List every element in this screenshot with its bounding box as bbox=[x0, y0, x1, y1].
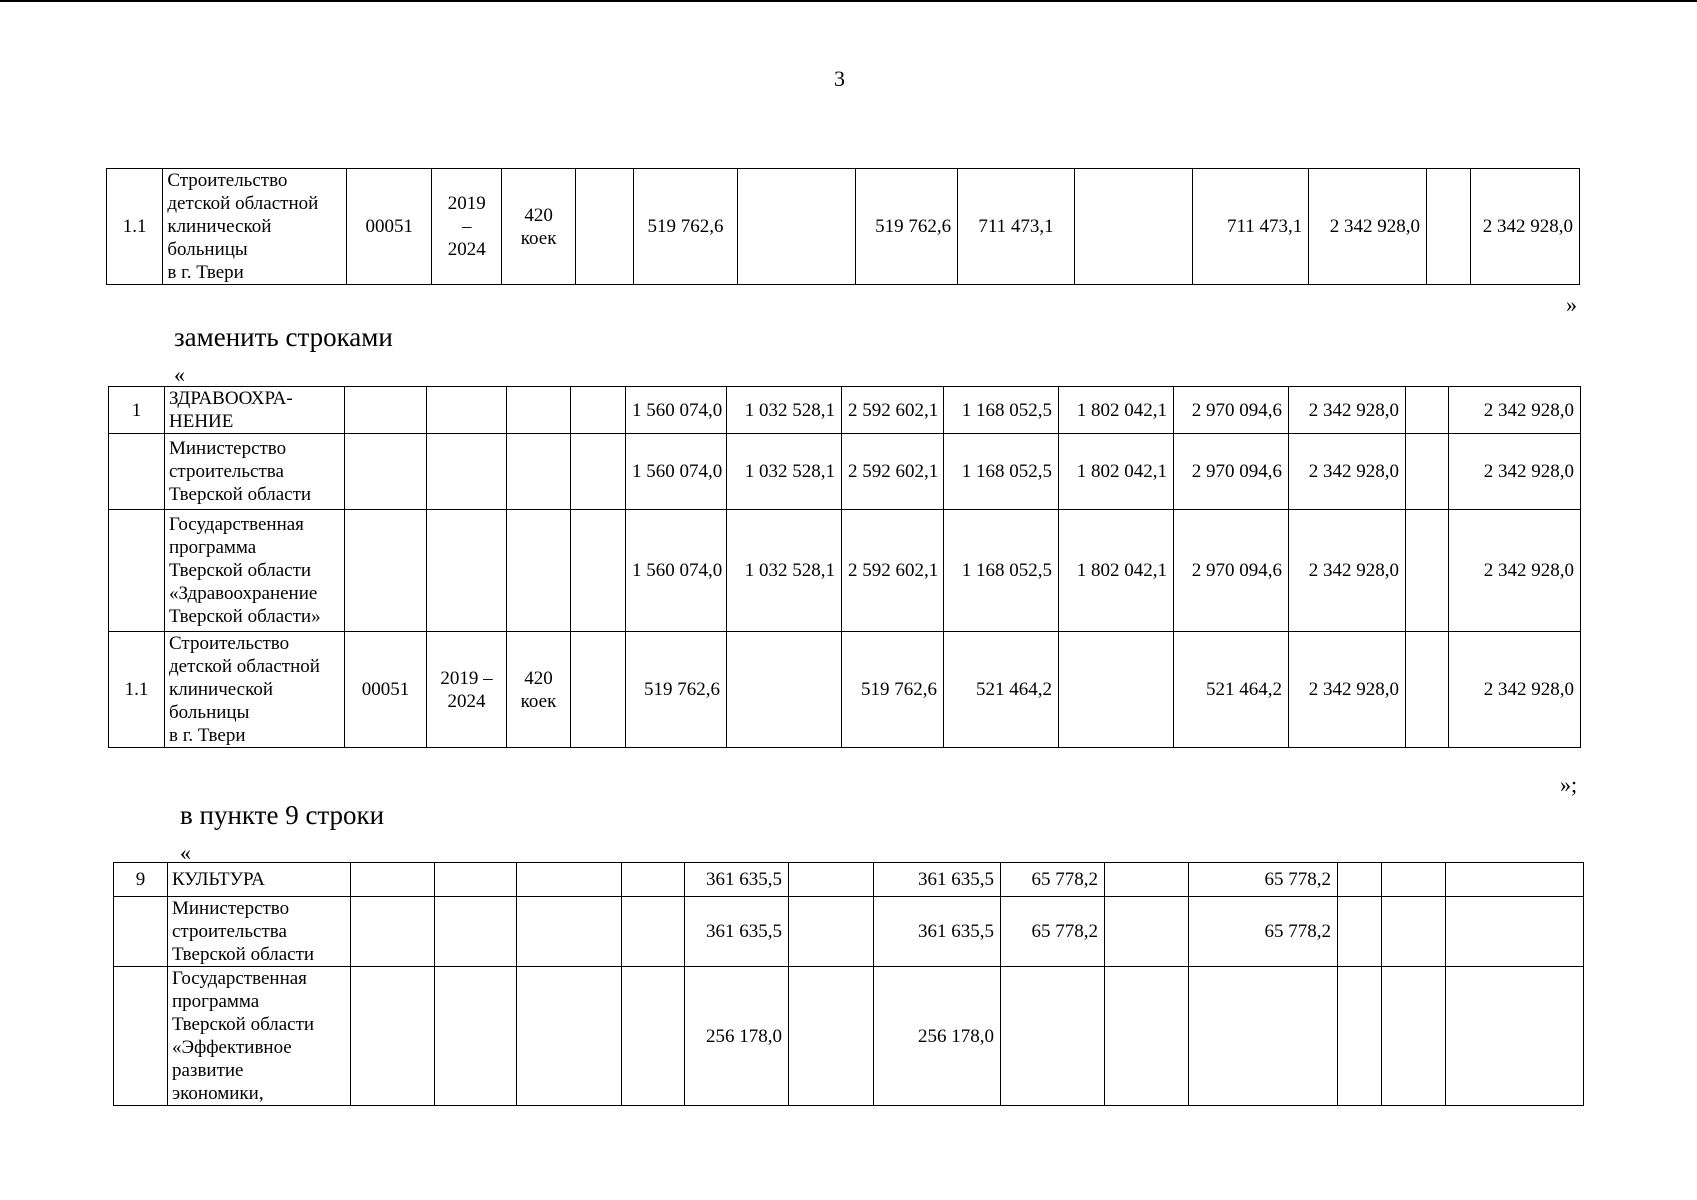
value-cell: 65 778,2 bbox=[1001, 863, 1105, 897]
value-cell: 1 560 074,0 bbox=[626, 510, 727, 632]
value-cell: 65 778,2 bbox=[1001, 897, 1105, 967]
value-cell bbox=[1446, 863, 1584, 897]
value-cell: 521 464,2 bbox=[944, 632, 1059, 748]
row-name: Строительство детской областной клинической больницы в г. Твери bbox=[163, 169, 347, 285]
value-cell bbox=[571, 510, 626, 632]
value-cell: 1 802 042,1 bbox=[1059, 434, 1174, 510]
value-cell: 65 778,2 bbox=[1189, 863, 1338, 897]
value-cell bbox=[1406, 632, 1449, 748]
value-cell: 361 635,5 bbox=[685, 863, 789, 897]
value-cell: 519 762,6 bbox=[634, 169, 738, 285]
value-cell: 2 342 928,0 bbox=[1289, 510, 1406, 632]
table-row bbox=[114, 897, 1584, 967]
value-cell bbox=[727, 632, 842, 748]
period bbox=[427, 387, 507, 434]
value-cell bbox=[1338, 863, 1382, 897]
close-quote-semicolon: »; bbox=[1560, 772, 1578, 797]
table-row bbox=[107, 169, 1580, 285]
value-cell: 1 802 042,1 bbox=[1059, 510, 1174, 632]
value-cell bbox=[789, 863, 874, 897]
value-cell: 2 342 928,0 bbox=[1289, 387, 1406, 434]
row-number bbox=[109, 434, 165, 510]
period bbox=[435, 967, 517, 1106]
value-cell: 1 560 074,0 bbox=[626, 434, 727, 510]
table-row bbox=[114, 967, 1584, 1106]
value-cell: 2 342 928,0 bbox=[1449, 387, 1581, 434]
capacity bbox=[517, 967, 622, 1106]
top-border-line bbox=[0, 0, 1697, 2]
value-cell: 2 592 602,1 bbox=[842, 434, 944, 510]
capacity bbox=[517, 897, 622, 967]
value-cell bbox=[1446, 967, 1584, 1106]
value-cell: 65 778,2 bbox=[1189, 897, 1338, 967]
value-cell bbox=[1001, 967, 1105, 1106]
value-cell: 361 635,5 bbox=[874, 897, 1001, 967]
value-cell bbox=[1382, 967, 1446, 1106]
value-cell: 2 342 928,0 bbox=[1289, 632, 1406, 748]
capacity bbox=[507, 387, 571, 434]
row-number bbox=[109, 510, 165, 632]
close-quote: » bbox=[1566, 292, 1577, 317]
object-code: 00051 bbox=[347, 169, 432, 285]
value-cell bbox=[1427, 169, 1471, 285]
value-cell bbox=[571, 632, 626, 748]
value-cell bbox=[1105, 967, 1189, 1106]
value-cell: 519 762,6 bbox=[842, 632, 944, 748]
table-row bbox=[109, 387, 1581, 434]
value-cell bbox=[1406, 387, 1449, 434]
value-cell bbox=[622, 863, 685, 897]
value-cell bbox=[1382, 897, 1446, 967]
period bbox=[427, 434, 507, 510]
row-number: 9 bbox=[114, 863, 168, 897]
table-row bbox=[109, 632, 1581, 748]
value-cell: 1 032 528,1 bbox=[727, 434, 842, 510]
row-number bbox=[114, 967, 168, 1106]
period: 2019 – 2024 bbox=[431, 169, 501, 285]
open-quote: « bbox=[174, 362, 185, 387]
row-name: ЗДРАВООХРА- НЕНИЕ bbox=[165, 387, 345, 434]
object-code: 00051 bbox=[345, 632, 427, 748]
open-quote-2: « bbox=[180, 840, 191, 865]
row-number: 1.1 bbox=[107, 169, 163, 285]
value-cell: 2 342 928,0 bbox=[1449, 632, 1581, 748]
value-cell: 1 168 052,5 bbox=[944, 510, 1059, 632]
period bbox=[427, 510, 507, 632]
value-cell bbox=[1446, 897, 1584, 967]
value-cell bbox=[789, 897, 874, 967]
value-cell: 361 635,5 bbox=[874, 863, 1001, 897]
value-cell: 2 342 928,0 bbox=[1471, 169, 1580, 285]
value-cell: 2 970 094,6 bbox=[1174, 387, 1289, 434]
row-name: КУЛЬТУРА bbox=[168, 863, 351, 897]
value-cell bbox=[1406, 434, 1449, 510]
object-code bbox=[345, 510, 427, 632]
row-name: Государственная программа Тверской области «Эффективное развитие экономики, bbox=[168, 967, 351, 1106]
value-cell: 2 592 602,1 bbox=[842, 510, 944, 632]
page-number: 3 bbox=[834, 66, 845, 91]
value-cell: 711 473,1 bbox=[958, 169, 1075, 285]
capacity bbox=[507, 434, 571, 510]
value-cell bbox=[1338, 967, 1382, 1106]
table-row bbox=[109, 510, 1581, 632]
table-row bbox=[114, 863, 1584, 897]
value-cell: 2 342 928,0 bbox=[1309, 169, 1427, 285]
value-cell: 1 168 052,5 bbox=[944, 387, 1059, 434]
value-cell bbox=[789, 967, 874, 1106]
value-cell: 519 762,6 bbox=[855, 169, 958, 285]
row-name: Министерство строительства Тверской области bbox=[168, 897, 351, 967]
value-cell: 2 592 602,1 bbox=[842, 387, 944, 434]
value-cell: 2 970 094,6 bbox=[1174, 434, 1289, 510]
value-cell: 1 560 074,0 bbox=[626, 387, 727, 434]
period bbox=[435, 863, 517, 897]
value-cell: 2 342 928,0 bbox=[1289, 434, 1406, 510]
value-cell bbox=[1189, 967, 1338, 1106]
value-cell bbox=[1059, 632, 1174, 748]
value-cell bbox=[737, 169, 855, 285]
capacity bbox=[507, 510, 571, 632]
table-original-row bbox=[106, 168, 1580, 285]
value-cell: 256 178,0 bbox=[874, 967, 1001, 1106]
capacity: 420 коек bbox=[502, 169, 575, 285]
value-cell: 2 342 928,0 bbox=[1449, 434, 1581, 510]
object-code bbox=[351, 897, 435, 967]
value-cell bbox=[1338, 897, 1382, 967]
capacity: 420 коек bbox=[507, 632, 571, 748]
replace-instruction: заменить строками bbox=[174, 322, 393, 352]
value-cell: 256 178,0 bbox=[685, 967, 789, 1106]
value-cell bbox=[622, 967, 685, 1106]
value-cell: 711 473,1 bbox=[1192, 169, 1309, 285]
value-cell bbox=[1074, 169, 1192, 285]
value-cell: 521 464,2 bbox=[1174, 632, 1289, 748]
value-cell: 1 032 528,1 bbox=[727, 387, 842, 434]
value-cell: 1 168 052,5 bbox=[944, 434, 1059, 510]
period: 2019 – 2024 bbox=[427, 632, 507, 748]
row-name: Государственная программа Тверской области «Здравоохранение Тверской области» bbox=[165, 510, 345, 632]
table-culture-rows bbox=[113, 862, 1584, 1106]
value-cell: 361 635,5 bbox=[685, 897, 789, 967]
value-cell: 2 342 928,0 bbox=[1449, 510, 1581, 632]
value-cell bbox=[1105, 863, 1189, 897]
object-code bbox=[345, 387, 427, 434]
value-cell: 519 762,6 bbox=[626, 632, 727, 748]
value-cell: 1 802 042,1 bbox=[1059, 387, 1174, 434]
row-number bbox=[114, 897, 168, 967]
object-code bbox=[351, 863, 435, 897]
table-row bbox=[109, 434, 1581, 510]
row-number: 1.1 bbox=[109, 632, 165, 748]
row-name: Строительство детской областной клинической больницы в г. Твери bbox=[165, 632, 345, 748]
object-code bbox=[351, 967, 435, 1106]
value-cell bbox=[571, 387, 626, 434]
capacity bbox=[517, 863, 622, 897]
value-cell bbox=[1406, 510, 1449, 632]
object-code bbox=[345, 434, 427, 510]
value-cell bbox=[575, 169, 633, 285]
table-health-rows bbox=[108, 386, 1581, 748]
value-cell: 1 032 528,1 bbox=[727, 510, 842, 632]
value-cell bbox=[571, 434, 626, 510]
value-cell bbox=[1105, 897, 1189, 967]
value-cell bbox=[1382, 863, 1446, 897]
period bbox=[435, 897, 517, 967]
point9-instruction: в пункте 9 строки bbox=[180, 800, 385, 830]
row-name: Министерство строительства Тверской области bbox=[165, 434, 345, 510]
value-cell: 2 970 094,6 bbox=[1174, 510, 1289, 632]
value-cell bbox=[622, 897, 685, 967]
row-number: 1 bbox=[109, 387, 165, 434]
